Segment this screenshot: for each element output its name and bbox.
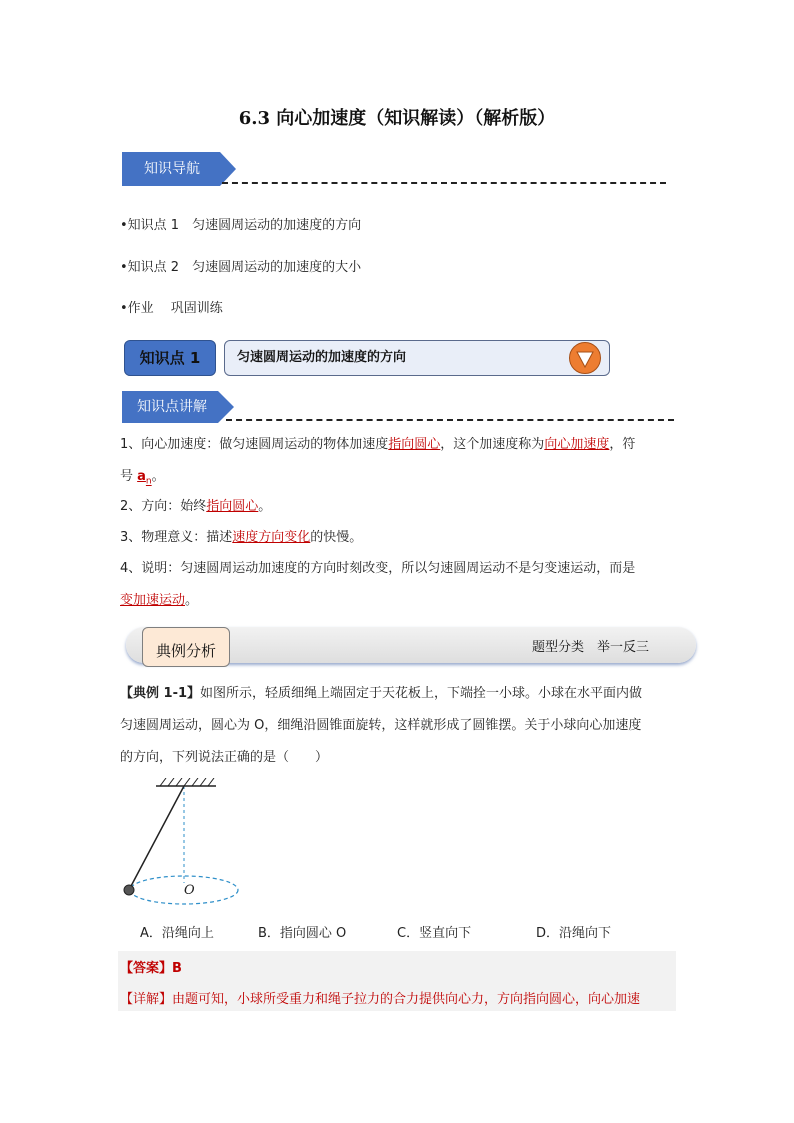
example-tab: 典例分析 xyxy=(142,627,230,667)
question-tag: 【典例 1-1】 xyxy=(120,686,201,701)
figure-center-label: O xyxy=(184,883,195,898)
detail-text: 【详解】由题可知，小球所受重力和绳子拉力的合力提供向心力，方向指向圆心，向心加速 xyxy=(120,992,641,1007)
nav-item-1[interactable]: •知识点 1 匀速圆周运动的加速度的方向 xyxy=(120,218,362,233)
conical-pendulum-figure xyxy=(116,778,246,908)
option-b[interactable]: B．指向圆心 O xyxy=(258,926,347,941)
nav-banner xyxy=(122,152,237,186)
nav-divider xyxy=(222,182,666,184)
explain-paragraph-3: 3、物理意义：描述速度方向变化的快慢。 xyxy=(120,530,363,545)
kp1-title-box xyxy=(224,340,610,376)
kp1-label-box: 知识点 1 xyxy=(124,340,216,376)
explain-paragraph-4: 4、说明：匀速圆周运动加速度的方向时刻改变，所以匀速圆周运动不是匀变速运动，而是 变加速运动。 xyxy=(120,561,636,608)
answer-text: 【答案】B xyxy=(120,961,182,976)
explain-banner xyxy=(122,391,237,423)
page-title: 6.3 向心加速度（知识解读）（解析版） xyxy=(238,108,556,129)
explain-divider xyxy=(226,419,674,421)
explain-banner-label: 知识点讲解 xyxy=(137,399,207,415)
option-a[interactable]: A．沿绳向上 xyxy=(140,926,214,941)
explain-paragraph-2: 2、方向：始终指向圆心。 xyxy=(120,499,272,514)
option-d[interactable]: D．沿绳向下 xyxy=(536,926,612,941)
kp1-title: 匀速圆周运动的加速度的方向 xyxy=(237,350,407,365)
option-c[interactable]: C．竖直向下 xyxy=(397,926,472,941)
nav-item-homework[interactable]: •作业 巩固训练 xyxy=(120,301,223,316)
explain-paragraph-1: 1、向心加速度：做匀速圆周运动的物体加速度指向圆心，这个加速度称为向心加速度，符 号 $a_n$。 xyxy=(120,437,636,487)
nav-banner-label: 知识导航 xyxy=(144,161,200,177)
nav-item-2[interactable]: •知识点 2 匀速圆周运动的加速度的大小 xyxy=(120,260,362,275)
question-text: 【典例 1-1】如图所示，轻质细绳上端固定于天花板上，下端拴一小球。小球在水平面内做 匀速圆周运动，圆心为 O，细绳沿圆锥面旋转，这样就形成了圆锥摆。关于小球向心加速度 的方向，下列说法正确的是（ ） xyxy=(120,686,643,765)
example-subtitle: 题型分类 举一反三 xyxy=(532,640,650,655)
collapse-triangle-icon[interactable] xyxy=(569,342,601,374)
